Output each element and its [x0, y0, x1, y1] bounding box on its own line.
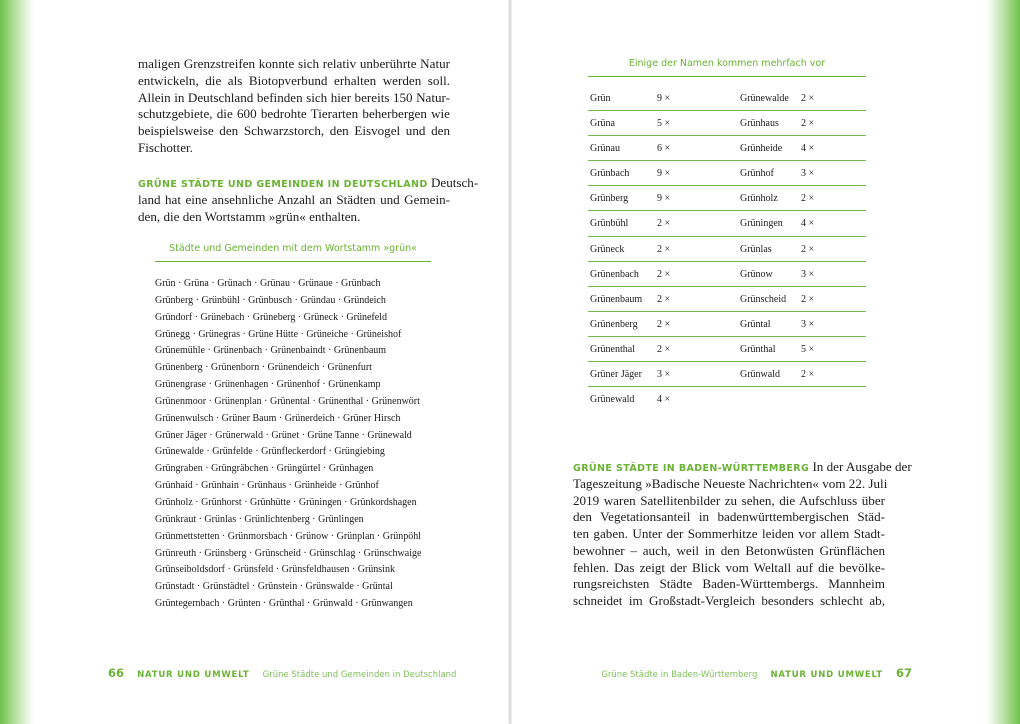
place-name: Grüneck [590, 243, 625, 255]
table-row [588, 337, 866, 362]
occurrence-count: 2 × [801, 193, 815, 205]
paragraph-start: In der Ausgabe der [812, 459, 912, 474]
occurrence-count: 2 × [657, 343, 671, 355]
occurrence-count: 5 × [657, 118, 671, 130]
text-line: schneidet im Großstadt-Vergleich besonders schlecht ab, [573, 593, 885, 608]
place-name: Grünhof [740, 168, 774, 180]
occurrence-count: 2 × [657, 293, 671, 305]
text-line: 2019 waren Satellitenbilder zu sehen, die Aufschluss über [573, 492, 885, 508]
paragraph-start: Deutsch- [430, 175, 479, 190]
table-row [588, 312, 866, 337]
place-name: Grünenberg [590, 318, 638, 330]
town-list-divider [155, 261, 431, 262]
section-heading: GRÜNE STÄDTE IN BADEN-WÜRTTEMBERG [573, 463, 810, 474]
place-name: Grünholz [740, 193, 778, 205]
text-line: Allein in Deutschland befinden sich hier bereits 150 Natur- [138, 89, 450, 105]
table-row [588, 211, 866, 236]
text-line: beispielsweise den Schwarzstorch, den Eisvogel und den [138, 123, 450, 138]
place-name: Grüner Jäger [590, 369, 642, 381]
table-row [588, 387, 866, 412]
name-count-table [588, 86, 866, 412]
occurrence-count: 3 × [801, 168, 815, 180]
text-line: den, die den Wortstamm »grün« enthalten. [138, 208, 361, 224]
town-list-line: Grünholz · Grünhorst · Grünhütte · Grüningen · Grünkordshagen [155, 496, 417, 508]
town-list-line: Grüner Jäger · Grünerwald · Grünet · Grüne Tanne · Grünewald [155, 429, 412, 441]
place-name: Grünenbach [590, 268, 639, 280]
town-list-line: Grünemühle · Grünenbach · Grünenbaindt · Grünenbaum [155, 345, 387, 357]
left-footer [108, 662, 456, 681]
text-line: schutzgebiete, die 600 bedrohte Tierarten beherbergen wie [138, 106, 450, 122]
text-line: rungsreichsten Städte Baden-Württembergs. Mannheim [573, 576, 885, 592]
occurrence-count: 2 × [657, 218, 671, 230]
place-name: Grünberg [590, 193, 629, 205]
footer-subtitle: Grüne Städte in Baden-Württemberg [601, 670, 758, 680]
occurrence-count: 2 × [801, 369, 815, 381]
town-list-line: Grünhaid · Grünhain · Grünhaus · Grünheide · Grünhof [155, 480, 379, 492]
left-page-edge [0, 0, 34, 724]
left-paragraph-2 [138, 175, 479, 225]
town-list-line: Grünmettstetten · Grünmorsbach · Grünow · Grünplan · Grünpöhl [155, 530, 422, 542]
table-row [588, 287, 866, 312]
place-name: Grünwald [740, 369, 780, 381]
town-list-line: Gründorf · Grünebach · Grüneberg · Grüneck · Grünefeld [155, 311, 387, 323]
occurrence-count: 2 × [801, 118, 815, 130]
occurrence-count: 4 × [801, 143, 815, 155]
text-line: fehlen. Das zeigt der Blick vom Weltall auf die bevölke- [573, 559, 885, 575]
occurrence-count: 3 × [657, 369, 671, 381]
place-name: Grünow [740, 268, 773, 280]
text-line: Fischotter. [138, 139, 193, 155]
left-paragraph-1 [138, 56, 450, 157]
text-line: bewohner – auch, weil in den Betonwüsten Grünflächen [573, 542, 885, 558]
table-row [588, 136, 866, 161]
place-name: Grünewalde [740, 93, 789, 104]
place-name: Grünbühl [590, 218, 629, 230]
occurrence-count: 2 × [801, 93, 815, 104]
text-line: entwickeln, die als Biotopverbund erhalten werden soll. [138, 72, 450, 88]
place-name: Grünenthal [590, 343, 635, 355]
text-line: ten gaben. Unter der Sommerhitze leiden vor allem Stadt- [573, 526, 885, 541]
footer-section: NATUR UND UMWELT [137, 670, 250, 680]
table-row [588, 111, 866, 136]
page-number: 67 [895, 666, 912, 680]
right-footer [601, 662, 912, 681]
text-line: den Vegetationsanteil in badenwürttembergischen Städ- [573, 509, 885, 525]
place-name: Grünau [590, 143, 620, 155]
occurrence-count: 3 × [801, 318, 815, 330]
occurrence-count: 9 × [657, 193, 671, 205]
town-list-line: Grün · Grüna · Grünach · Grünau · Grünaue · Grünbach [155, 278, 381, 289]
occurrence-count: 3 × [801, 268, 815, 280]
place-name: Grünewald [590, 394, 635, 406]
name-count-table-divider [588, 76, 866, 77]
town-list-line: Grünegg · Grünegras · Grüne Hütte · Grüneiche · Grüneishof [155, 328, 402, 340]
town-list [155, 276, 455, 613]
occurrence-count: 2 × [657, 243, 671, 255]
place-name: Grün [590, 93, 611, 104]
town-list-line: Grünenmoor · Grünenplan · Grünental · Grünenthal · Grünenwört [155, 395, 420, 407]
town-list-line: Grünenberg · Grünenborn · Grünendeich · Grünenfurt [155, 362, 372, 374]
town-list-line: Grünengrase · Grünenhagen · Grünenhof · Grünenkamp [155, 379, 381, 391]
occurrence-count: 2 × [657, 268, 671, 280]
name-count-table-title: Einige der Namen kommen mehrfach vor [628, 58, 826, 69]
place-name: Grünbach [590, 168, 630, 180]
place-name: Grüna [590, 118, 615, 130]
section-heading: GRÜNE STÄDTE UND GEMEINDEN IN DEUTSCHLAND [138, 179, 428, 190]
table-row [588, 262, 866, 287]
right-paragraph [573, 459, 912, 610]
place-name: Grünhaus [740, 118, 779, 130]
right-page-edge [986, 0, 1020, 724]
text-line: maligen Grenzstreifen konnte sich relativ unberührte Natur [138, 56, 450, 71]
town-list-line: Grünberg · Grünbühl · Grünbusch · Gründau · Gründeich [155, 294, 386, 306]
place-name: Grünlas [740, 243, 772, 255]
occurrence-count: 2 × [801, 243, 815, 255]
occurrence-count: 9 × [657, 168, 671, 180]
text-line [138, 175, 479, 192]
footer-section: NATUR UND UMWELT [770, 670, 883, 680]
town-list-line: Grünreuth · Grünsberg · Grünscheid · Grünschlag · Grünschwaige [155, 547, 422, 559]
footer-subtitle: Grüne Städte und Gemeinden in Deutschland [262, 670, 457, 680]
place-name: Grünenbaum [590, 293, 643, 305]
occurrence-count: 6 × [657, 143, 671, 155]
occurrence-count: 9 × [657, 93, 671, 104]
table-row [588, 237, 866, 262]
occurrence-count: 4 × [657, 394, 671, 406]
page-number: 66 [108, 666, 125, 680]
town-list-line: Grünenwulsch · Grüner Baum · Grünerdeich · Grüner Hirsch [155, 412, 401, 424]
place-name: Grünthal [740, 343, 776, 355]
town-list-title: Städte und Gemeinden mit dem Wortstamm »grün« [169, 243, 417, 254]
text-line: Tageszeitung »Badische Neueste Nachrichten« vom 22. Juli [573, 475, 888, 491]
place-name: Grüntal [740, 318, 771, 330]
town-list-line: Grünewalde · Grünfelde · Grünfleckerdorf · Grüngiebing [155, 446, 385, 458]
page-gutter [508, 0, 512, 724]
place-name: Grünheide [740, 143, 783, 155]
table-row [588, 186, 866, 211]
text-line: land hat eine ansehnliche Anzahl an Städten und Gemein- [138, 191, 450, 207]
town-list-line: Grünseiboldsdorf · Grünsfeld · Grünsfeldhausen · Grünsink [155, 564, 395, 576]
text-line [573, 459, 912, 476]
table-row [588, 161, 866, 186]
place-name: Grünscheid [740, 293, 787, 305]
occurrence-count: 5 × [801, 343, 815, 355]
table-row [588, 362, 866, 387]
town-list-line: Grüngraben · Grüngräbchen · Grüngürtel · Grünhagen [155, 463, 374, 475]
occurrence-count: 2 × [657, 318, 671, 330]
occurrence-count: 2 × [801, 293, 815, 305]
occurrence-count: 4 × [801, 218, 815, 230]
town-list-line: Grünstadt · Grünstädtel · Grünstein · Grünswalde · Grüntal [155, 581, 393, 593]
table-row [588, 86, 866, 111]
place-name: Grüningen [740, 218, 783, 230]
town-list-line: Grüntegernbach · Grünten · Grünthal · Grünwald · Grünwangen [155, 598, 413, 610]
town-list-line: Grünkraut · Grünlas · Grünlichtenberg · Grünlingen [155, 513, 364, 525]
